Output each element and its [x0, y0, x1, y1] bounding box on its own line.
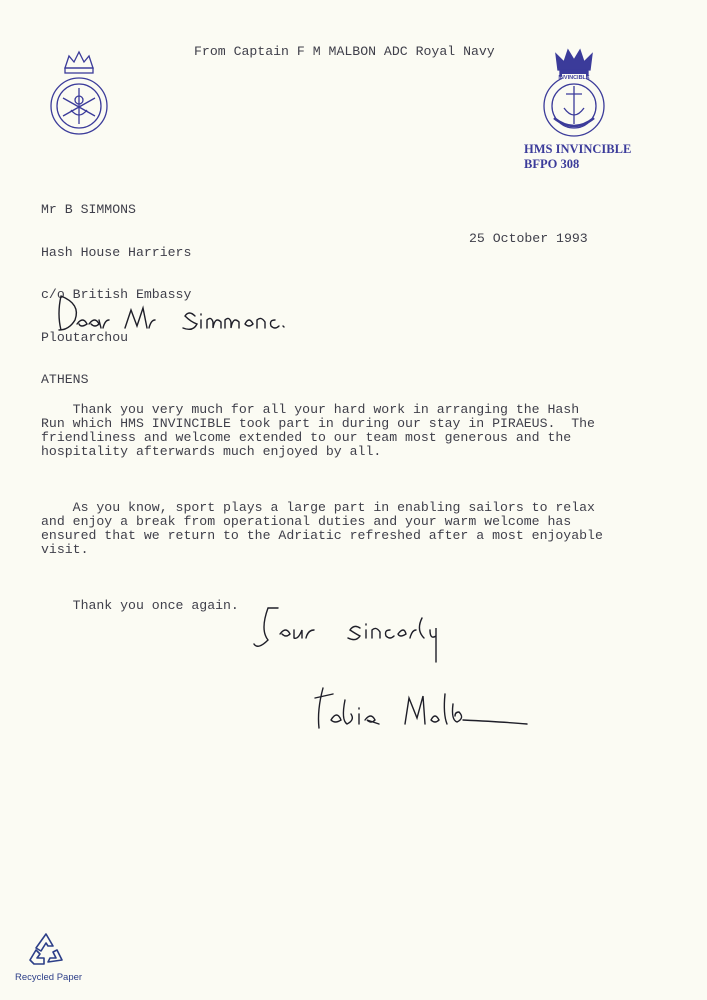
handwritten-closing — [250, 600, 450, 670]
letter-date: 25 October 1993 — [469, 231, 588, 246]
body-paragraph: As you know, sport plays a large part in enabling sailors to relax and enjoy a break from operational duties and your warm welcome has ensured that we return to the Adriatic refreshed after a most enjoyable visit. — [41, 500, 603, 557]
handwritten-salutation — [55, 290, 295, 340]
recycle-icon — [26, 930, 66, 970]
handwritten-signature — [305, 680, 535, 740]
crest-ribbon-text: INVINCIBLE — [558, 75, 590, 81]
letterhead-from-line: From Captain F M MALBON ADC Royal Navy — [194, 44, 495, 59]
ship-address-block — [524, 142, 634, 172]
body-paragraph: Thank you very much for all your hard work in arranging the Hash Run which HMS INVINCIBLE took part in during our stay in PIRAEUS. The friendliness and welcome extended to our team most generous and the hospitality afterwards much enjoyed by all. — [41, 402, 595, 459]
body-paragraph: Thank you once again. — [41, 598, 239, 613]
address-line: Mr B SIMMONS — [41, 202, 136, 217]
ship-bfpo: BFPO 308 — [524, 157, 580, 171]
royal-crest-icon — [45, 48, 113, 136]
address-line: ATHENS — [41, 372, 89, 387]
address-line: Ploutarchou — [41, 329, 129, 345]
ship-name: HMS INVINCIBLE — [524, 142, 632, 156]
address-line: Hash House Harriers — [41, 244, 192, 260]
address-line: c/o British Embassy — [41, 287, 192, 302]
recycled-paper-label: Recycled Paper — [15, 972, 83, 983]
ship-crest-icon — [538, 44, 610, 140]
